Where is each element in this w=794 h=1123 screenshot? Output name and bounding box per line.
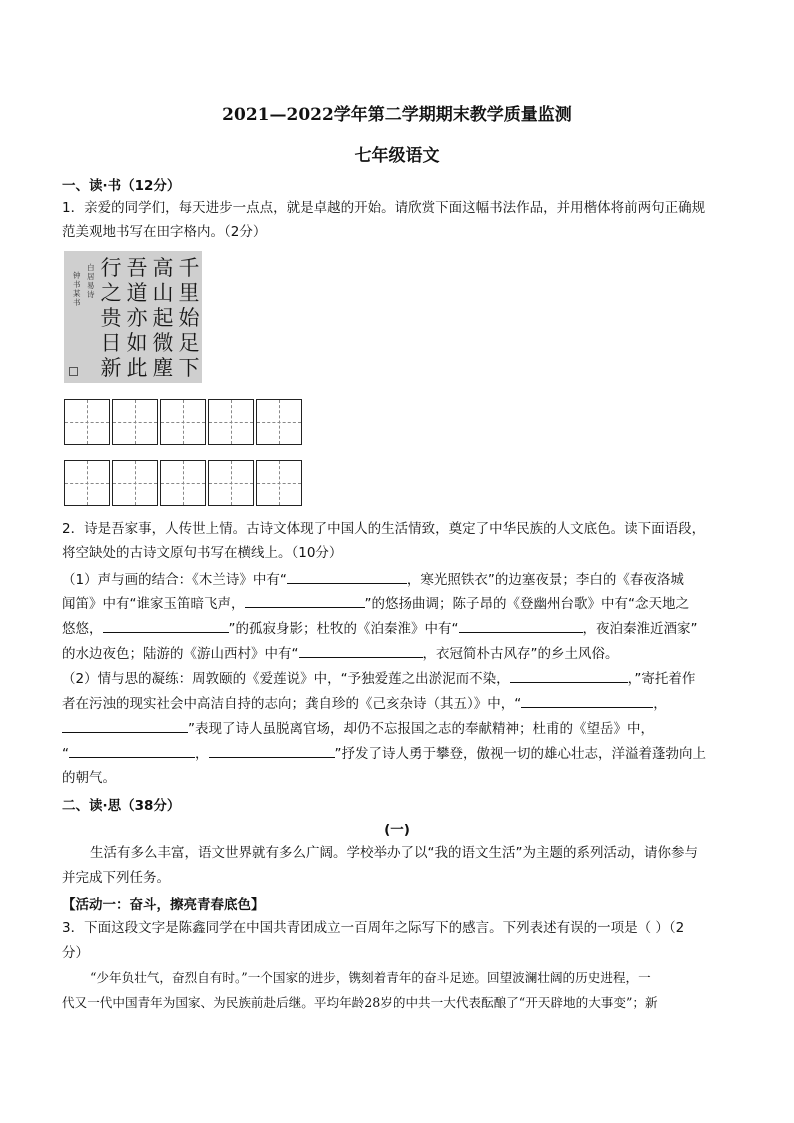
callig-col-4: 千里始足下 bbox=[178, 256, 200, 380]
text: ， bbox=[195, 746, 209, 762]
text: （1）声与画的结合：《木兰诗》中有“ bbox=[62, 572, 287, 588]
callig-col-2: 吾道亦如此 bbox=[126, 256, 148, 380]
answer-blank[interactable] bbox=[69, 743, 195, 758]
calligraphy-image bbox=[64, 251, 202, 383]
grid-cell[interactable] bbox=[160, 460, 206, 506]
callig-inscription-1: 白居易诗 bbox=[87, 263, 95, 299]
answer-blank[interactable] bbox=[245, 593, 365, 608]
callig-col-1: 行之贵日新 bbox=[100, 256, 122, 380]
exam-subtitle: 七年级语文 bbox=[354, 146, 440, 166]
q2-line2: 将空缺处的古诗文原句书写在横线上。（10分） bbox=[62, 545, 343, 561]
answer-blank[interactable] bbox=[209, 743, 335, 758]
text: ”的悠扬曲调；陈子昂的《登幽州台歌》中有“念天地之 bbox=[364, 596, 689, 612]
text: （2）情与思的凝练：周敦颐的《爱莲说》中，“予独爱莲之出淤泥而不染， bbox=[62, 671, 510, 687]
text: ，寒光照铁衣”的边塞夜景；李白的《春夜洛城 bbox=[406, 572, 684, 588]
intro-line2: 并完成下列任务。 bbox=[62, 870, 170, 886]
text: ，夜泊秦淮近酒家” bbox=[582, 621, 698, 637]
writing-grid-row-2 bbox=[64, 460, 304, 506]
writing-grid-row-1 bbox=[64, 399, 304, 445]
exam-title: 2021—2022学年第二学期期末教学质量监测 bbox=[222, 105, 572, 125]
q2-line4 bbox=[62, 593, 689, 614]
q2-line8 bbox=[62, 693, 667, 714]
grid-cell[interactable] bbox=[208, 460, 254, 506]
grid-cell[interactable] bbox=[64, 399, 110, 445]
text: 悠悠， bbox=[62, 621, 103, 637]
text: 闻笛》中有“谁家玉笛暗飞声， bbox=[62, 596, 245, 612]
q2-line9 bbox=[62, 718, 654, 739]
q1-line1: 1．亲爱的同学们，每天进步一点点，就是卓越的开始。请欣赏下面这幅书法作品，并用楷体将前两句正确规 bbox=[62, 200, 706, 216]
text: ，”寄托着作 bbox=[627, 671, 696, 687]
grid-cell[interactable] bbox=[256, 460, 302, 506]
text: “ bbox=[62, 746, 69, 762]
q2-line3 bbox=[62, 569, 684, 590]
q2-line11: 的朝气。 bbox=[62, 770, 116, 786]
answer-blank[interactable] bbox=[103, 618, 229, 633]
q2-line1: 2．诗是吾家事，人传世上情。古诗文体现了中国人的生活情致，奠定了中华民族的人文底色。读下面语段， bbox=[62, 521, 706, 537]
activity-heading: 【活动一：奋斗，擦亮青春底色】 bbox=[62, 897, 265, 913]
text: ”表现了诗人虽脱离官场，却仍不忘报国之志的奉献精神；杜甫的《望岳》中， bbox=[188, 721, 654, 737]
q2-line6 bbox=[62, 643, 619, 664]
seal-stamp bbox=[69, 367, 78, 376]
grid-cell[interactable] bbox=[112, 460, 158, 506]
q2-line7 bbox=[62, 668, 695, 689]
section-heading-read-think: 二、读·思（38分） bbox=[62, 798, 181, 814]
grid-cell[interactable] bbox=[256, 399, 302, 445]
q3-line1: 3．下面这段文字是陈鑫同学在中国共青团成立一百周年之际写下的感言。下列表述有误的一项是（ ）（2 bbox=[62, 920, 685, 936]
callig-col-3: 高山起微塵 bbox=[152, 256, 174, 380]
text: ”抒发了诗人勇于攀登，傲视一切的雄心壮志，洋溢着蓬勃向上 bbox=[334, 746, 706, 762]
q2-line10 bbox=[62, 743, 706, 764]
text: ， bbox=[653, 696, 667, 712]
text: 的水边夜色；陆游的《游山西村》中有“ bbox=[62, 646, 299, 662]
section-heading-read-write: 一、读·书（12分） bbox=[62, 178, 181, 194]
q3-line2: 分） bbox=[62, 945, 89, 961]
text: 者在污浊的现实社会中高洁自持的志向；龚自珍的《己亥杂诗（其五）》中，“ bbox=[62, 696, 522, 712]
part-label: (一) bbox=[384, 822, 410, 838]
grid-cell[interactable] bbox=[64, 460, 110, 506]
text: ，衣冠简朴古风存”的乡土风俗。 bbox=[422, 646, 619, 662]
answer-blank[interactable] bbox=[62, 718, 188, 733]
intro-line1: 生活有多么丰富，语文世界就有多么广阔。学校举办了以“我的语文生活”为主题的系列活动，请你参与 bbox=[90, 845, 698, 861]
answer-blank[interactable] bbox=[287, 569, 407, 584]
q2-line5 bbox=[62, 618, 698, 639]
answer-blank[interactable] bbox=[459, 618, 583, 633]
answer-blank[interactable] bbox=[299, 643, 423, 658]
grid-cell[interactable] bbox=[112, 399, 158, 445]
quote-line2: 代又一代中国青年为国家、为民族前赴后继。平均年龄28岁的中共一大代表酝酿了“开天辟地的大事变”；新 bbox=[62, 995, 658, 1010]
quote-line1: “少年负壮气，奋烈自有时。”一个国家的进步，镌刻着青年的奋斗足迹。回望波澜壮阔的历史进程，一 bbox=[90, 970, 651, 985]
grid-cell[interactable] bbox=[208, 399, 254, 445]
q1-line2: 范美观地书写在田字格内。（2分） bbox=[62, 224, 267, 240]
grid-cell[interactable] bbox=[160, 399, 206, 445]
answer-blank[interactable] bbox=[521, 693, 653, 708]
text: ”的孤寂身影；杜牧的《泊秦淮》中有“ bbox=[228, 621, 459, 637]
answer-blank[interactable] bbox=[510, 668, 628, 683]
callig-inscription-2: 钟书某书 bbox=[73, 271, 81, 307]
